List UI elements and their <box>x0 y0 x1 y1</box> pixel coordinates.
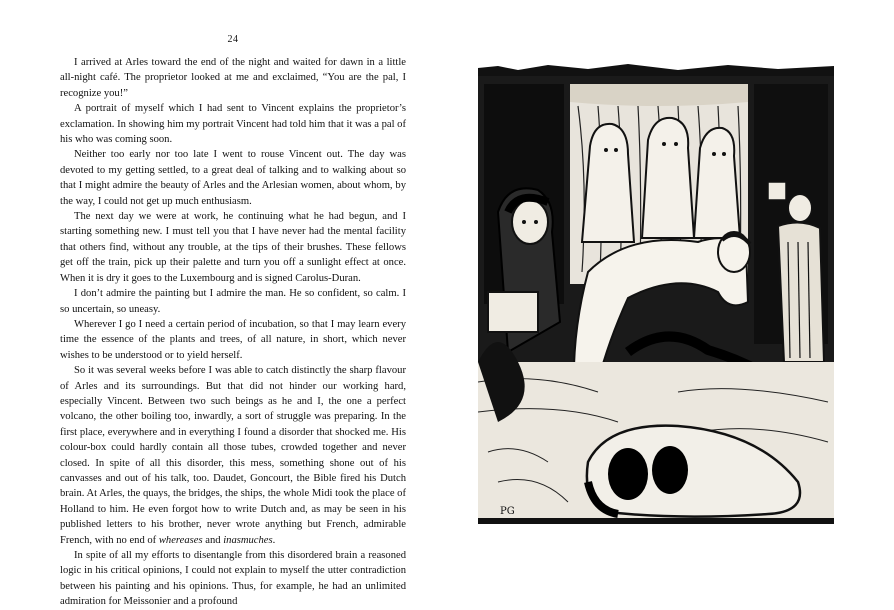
page-number: 24 <box>227 34 239 45</box>
paragraph-3: Neither too early nor too late I went to rouse Vincent out. The day was devoted to my getting settled, to a great deal of talking and to walking about so that I might admire the beauty of Arles and the Arlesian women, about whom, by the way, I could not get up much enthusiasm. <box>60 149 406 207</box>
left-page <box>60 34 406 608</box>
signature: PG <box>500 506 515 517</box>
paragraph-4: The next day we were at work, he continuing what he had begun, and I starting something new. I must tell you that I have never had the mental facility that others find, without any trouble, at the tips of their brushes. These fellows get off the train, pick up their palette and turn you off a sunlight effect at once. When it is dry it goes to the Luxembourg and is signed Carolus-Duran. <box>60 211 406 284</box>
paragraph-7 <box>60 363 406 548</box>
text-body <box>60 55 406 610</box>
woodcut-illustration <box>478 62 834 524</box>
paragraph-7-end: . <box>272 534 276 546</box>
italic-whereases: whereases <box>158 534 203 546</box>
paragraph-6: Wherever I go I need a certain period of incubation, so that I may learn every time the essence of the plants and trees, of all nature, in short, which never wishes to be understood or to yield herself. <box>60 318 406 361</box>
italic-inasmuches: inasmuches <box>223 534 273 546</box>
hooded-figures <box>582 118 740 242</box>
italic-and: and <box>202 534 224 546</box>
paragraph-8: In spite of all my efforts to disentangle from this disordered brain a reasoned logic in his critical opinions, I could not explain to myself the utter contradiction between his painting and his opinions. Thus, for example, he had an unlimited admiration for Meissonier and a profound <box>60 550 406 608</box>
paragraph-5: I don’t admire the painting but I admire the man. He so confident, so calm. I so uncertain, so uneasy. <box>60 288 406 315</box>
paragraph-1: I arrived at Arles toward the end of the night and waited for dawn in a little all-night café. The proprietor looked at me and exclaimed, “You are the pal, I recognize you!” <box>60 57 406 99</box>
paragraph-2: A portrait of myself which I had sent to Vincent explains the proprietor’s exclamation. In showing him my portrait Vincent had told him that it was a pal of his who was coming soon. <box>60 103 406 146</box>
paragraph-7-text: So it was several weeks before I was able to catch distinctly the sharp flavour of Arles and its surroundings. But that did not hinder our working hard, especially Vincent. Between two such beings as he and I, the one a perfect volcano, the other boiling too, inwardly, a sort of struggle was preparing. In the first place, everywhere and in everything I found a disorder that shocked me. His colour-box could hardly contain all those tubes, crowded together and never closed. In spite of all this disorder, this mess, something shone out of his canvasses and out of his talk, too. Daudet, Goncourt, the Bible fired his Dutch brain. At Arles, the quays, the bridges, the ships, the whole Midi took the place of Holland to him. He even forgot how to write Dutch and, as may be seen in his published letters to his brother, never wrote anything but French, admirable French, with no end of <box>60 365 406 546</box>
right-page <box>478 62 834 524</box>
